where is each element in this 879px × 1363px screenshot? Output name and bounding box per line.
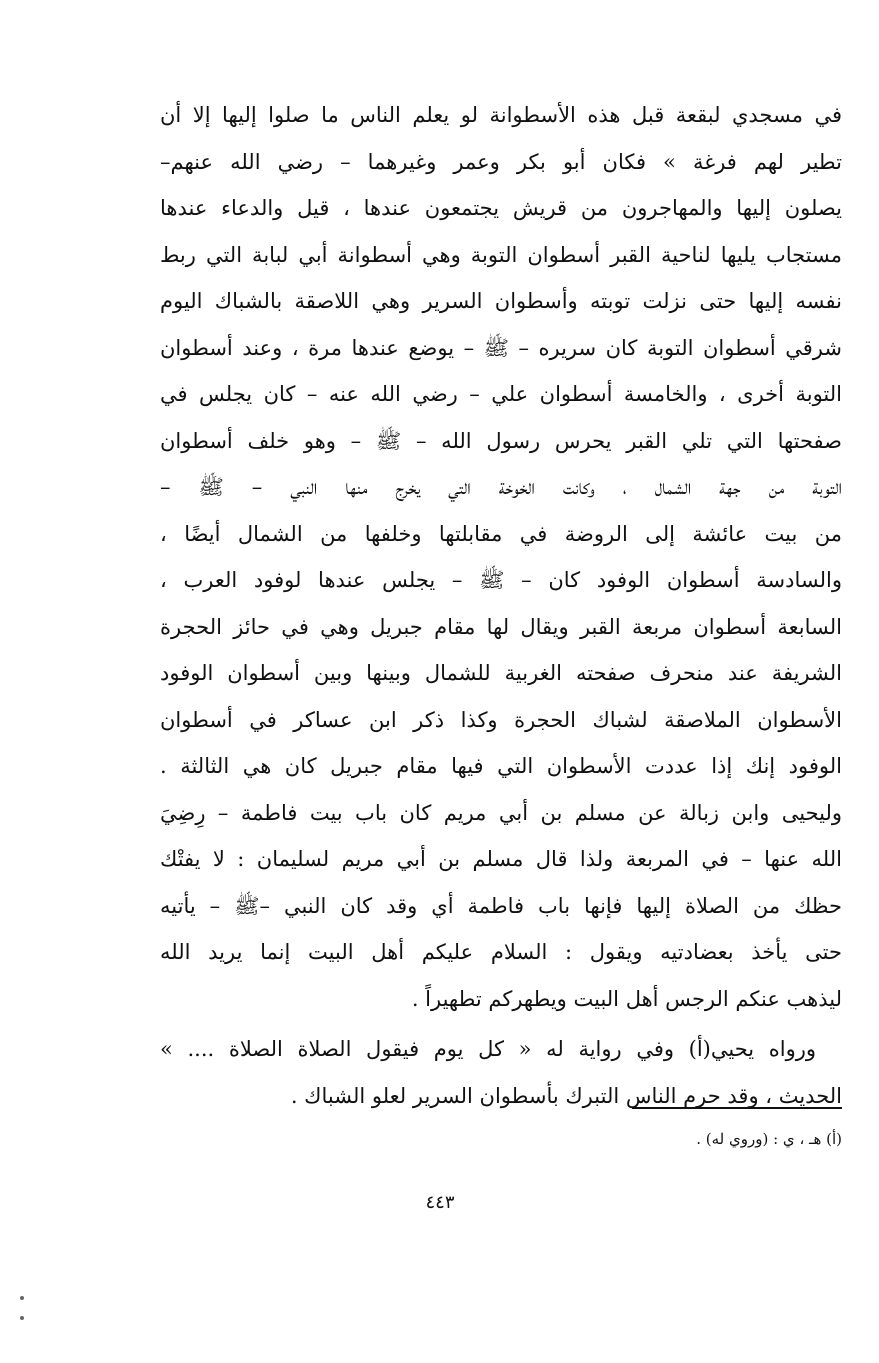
text-line: تطير لهم فرغة » فكان أبو بكر وعمر وغيرهما – رضي الله عنهم– bbox=[160, 149, 842, 174]
text-line: السابعة أسطوان مربعة القبر ويقال لها مقام جبريل وهي في حائز الحجرة bbox=[160, 614, 842, 639]
text-line: يصلون إليها والمهاجرون من قريش يجتمعون عندها ، قيل والدعاء عندها bbox=[160, 196, 842, 220]
text-line: ليذهب عنكم الرجس أهل البيت ويطهركم تطهيراً . bbox=[411, 986, 842, 1011]
scan-speck bbox=[20, 1296, 24, 1300]
footnote-separator bbox=[632, 1107, 842, 1109]
text-line: والسادسة أسطوان الوفود كان – ﷺ – يجلس عندها لوفود العرب ، bbox=[160, 568, 842, 592]
footnote: (أ) هـ ، ي : (وروي له) . bbox=[696, 1130, 842, 1148]
scan-speck bbox=[20, 1316, 24, 1320]
text-line: من بيت عائشة إلى الروضة في مقابلتها وخلفها من الشمال أيضًا ، bbox=[160, 521, 842, 546]
text-line: الحديث ، وقد حرم الناس التبرك بأسطوان السرير لعلو الشباك . bbox=[290, 1083, 842, 1108]
text-line: مستجاب يليها لناحية القبر أسطوان التوبة وهي أسطوانة أبي لبابة التي ربط bbox=[160, 242, 842, 267]
text-line: الوفود إنك إذا عددت الأسطوان التي فيها مقام جبريل كان هي الثالثة . bbox=[160, 754, 842, 778]
text-line: شرقي أسطوان التوبة كان سريره – ﷺ – يوضع عندها مرة ، وعند أسطوان bbox=[160, 335, 842, 360]
main-text-block bbox=[160, 92, 842, 1119]
page-number: ٤٤٣ bbox=[425, 1192, 455, 1213]
text-line: وليحيى وابن زبالة عن مسلم بن أبي مريم كان باب بيت فاطمة – رِضِيَ bbox=[160, 800, 842, 825]
text-line: التوبة من جهة الشمال ، وكانت الخوخة التي يخرج منها النبي – ﷺ – bbox=[160, 475, 842, 499]
text-line: الشريفة عند منحرف صفحته الغربية للشمال وبينها وبين أسطوان الوفود bbox=[160, 661, 842, 685]
text-line: نفسه إليها حتى نزلت توبته وأسطوان السرير وهي اللاصقة بالشباك اليوم bbox=[160, 289, 842, 313]
text-line: الله عنها – في المربعة ولذا قال مسلم بن أبي مريم لسليمان : لا يفتْك bbox=[160, 847, 842, 871]
text-line: الأسطوان الملاصقة لشباك الحجرة وكذا ذكر ابن عساكر في أسطوان bbox=[160, 707, 842, 732]
text-line: حتى يأخذ بعضادتيه ويقول : السلام عليكم أهل البيت إنما يريد الله bbox=[160, 940, 842, 964]
text-line: صفحتها التي تلي القبر يحرس رسول الله – ﷺ – وهو خلف أسطوان bbox=[160, 428, 842, 453]
text-line: التوبة أخرى ، والخامسة أسطوان علي – رضي الله عنه – كان يجلس في bbox=[160, 382, 842, 406]
text-line: ورواه يحيي(أ) وفي رواية له « كل يوم فيقول الصلاة الصلاة .... » bbox=[160, 1037, 816, 1061]
text-line: حظك من الصلاة إليها فإنها باب فاطمة أي وقد كان النبي –ﷺ – يأتيه bbox=[160, 893, 842, 918]
text-line: في مسجدي لبقعة قبل هذه الأسطوانة لو يعلم الناس ما صلوا إليها إلا أن bbox=[160, 103, 842, 127]
